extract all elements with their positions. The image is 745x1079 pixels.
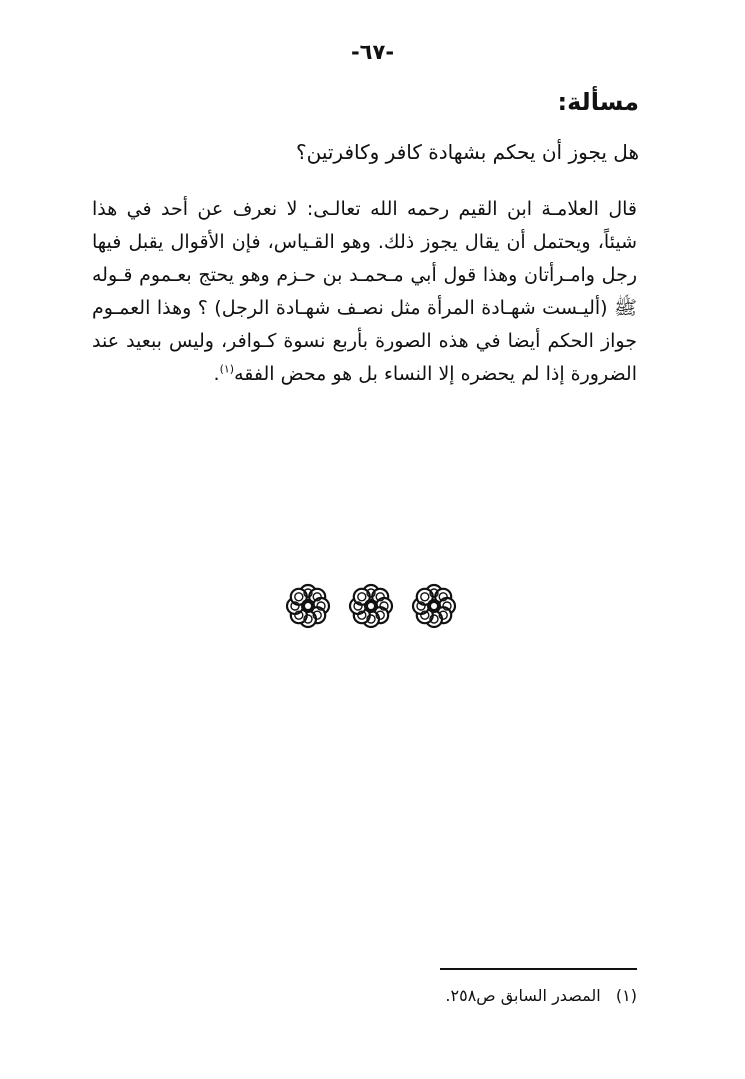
body-paragraph <box>92 193 637 391</box>
body-line-text: الضرورة إذا لم يحضره إلا النساء بل هو محض الفقه <box>234 363 637 385</box>
footnote-text: المصدر السابق ص٢٥٨. <box>445 986 601 1005</box>
body-line: رجل وامـرأتان وهذا قول أبي مـحمـد بن حـزم وهو يحتج بعـموم قـوله <box>92 264 637 286</box>
body-line-last <box>92 358 637 391</box>
section-heading: مسألة: <box>557 88 639 116</box>
footnote-marker: (١) <box>219 362 235 376</box>
body-line: شيئاً، ويحتمل أن يقال يجوز ذلك. وهو القـياس، فإن الأقوال يقبل فيها <box>92 231 637 253</box>
flower-icon <box>347 582 395 630</box>
flower-icon <box>284 582 332 630</box>
question-text: هل يجوز أن يحكم بشهادة كافر وكافرتين؟ <box>295 140 639 164</box>
body-line: جواز الحكم أيضا في هذه الصورة بأربع نسوة كـوافر، وليس ببعيد عند <box>92 330 637 352</box>
footnote-separator <box>440 968 637 970</box>
body-line: ﷺ (أليـست شهـادة المرأة مثل نصـف شهـادة الرجل) ؟ وهذا العمـوم <box>92 297 637 319</box>
body-line-end: . <box>213 363 220 385</box>
footnote <box>445 986 637 1005</box>
page-number: -٦٧- <box>350 40 395 64</box>
ornament-divider <box>284 582 458 632</box>
body-line: قال العلامـة ابن القيم رحمه الله تعالـى: لا نعرف عن أحد في هذا <box>92 198 637 220</box>
footnote-number: (١) <box>615 986 637 1005</box>
flower-icon <box>410 582 458 630</box>
